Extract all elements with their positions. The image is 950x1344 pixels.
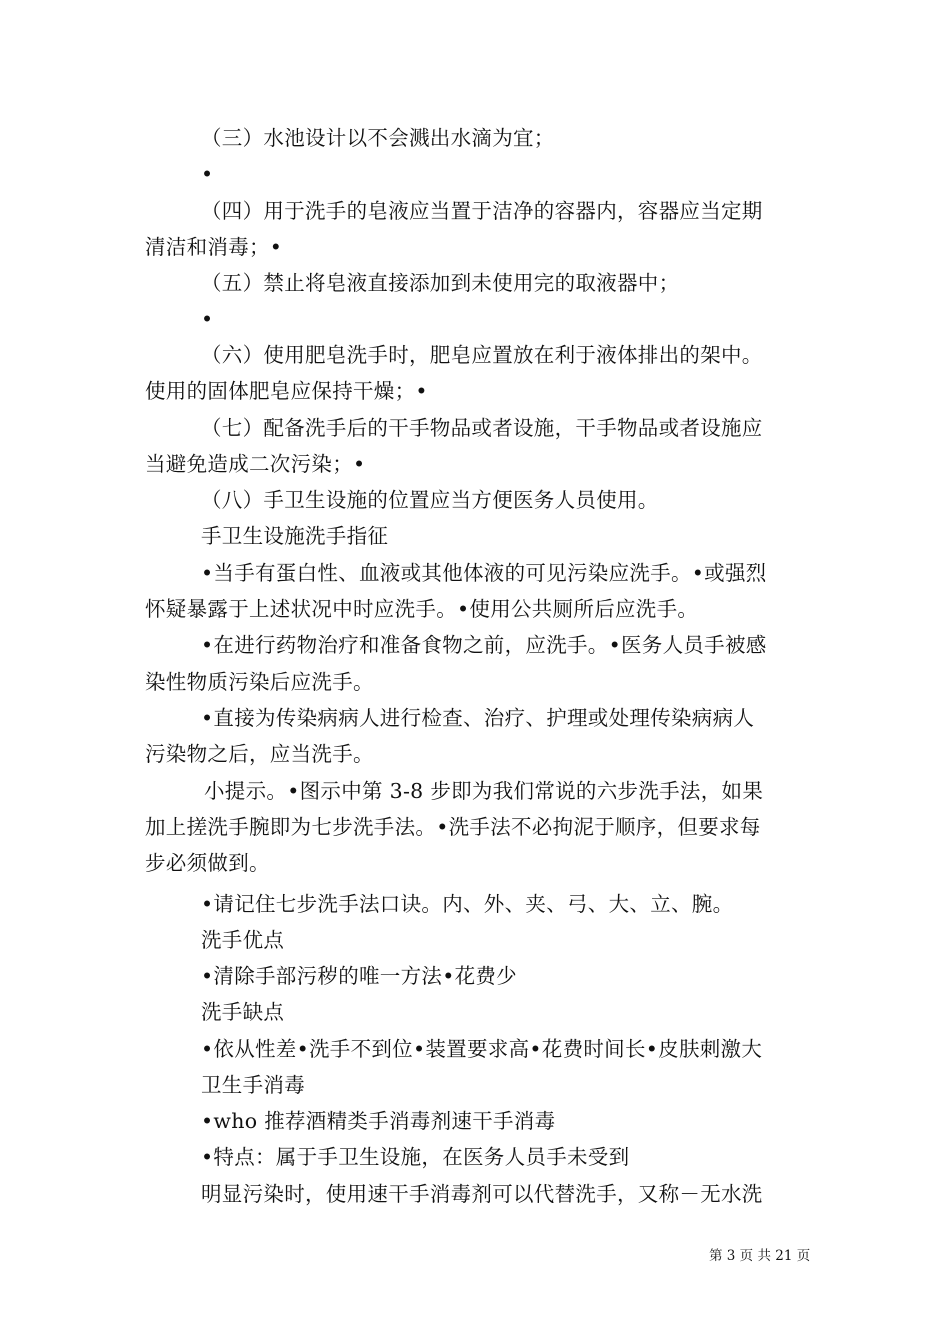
paragraph-line-3: （四）用于洗手的皂液应当置于洁净的容器内，容器应当定期 [201, 199, 763, 223]
paragraph-line-24: •清除手部污秽的唯一方法•花费少 [201, 964, 517, 988]
paragraph-line-11: （八）手卫生设施的位置应当方便医务人员使用。 [201, 488, 659, 512]
section-heading-indications: 手卫生设施洗手指征 [201, 524, 389, 548]
paragraph-line-8: 使用的固体肥皂应保持干燥；• [145, 379, 428, 403]
paragraph-line-17: •直接为传染病病人进行检查、治疗、护理或处理传染病病人 [201, 706, 755, 730]
paragraph-line-29: •特点：属于手卫生设施，在医务人员手未受到 [201, 1145, 630, 1169]
paragraph-line-13: •当手有蛋白性、血液或其他体液的可见污染应洗手。•或强烈 [201, 561, 767, 585]
paragraph-line-7: （六）使用肥皂洗手时，肥皂应置放在利于液体排出的架中。 [201, 343, 763, 367]
paragraph-line-1: （三）水池设计以不会溅出水滴为宜； [201, 126, 555, 150]
paragraph-line-10: 当避免造成二次污染；• [145, 452, 366, 476]
bullet-line-1: • [201, 162, 214, 186]
paragraph-line-16: 染性物质污染后应洗手。 [145, 670, 374, 694]
paragraph-line-19: 小提示。•图示中第 3-8 步即为我们常说的六步洗手法，如果 [204, 779, 764, 803]
bullet-line-2: • [201, 307, 214, 331]
paragraph-line-4: 清洁和消毒；• [145, 235, 283, 259]
page-number-footer: 第 3 页 共 21 页 [709, 1248, 811, 1264]
paragraph-line-18: 污染物之后，应当洗手。 [145, 742, 374, 766]
paragraph-line-21: 步必须做到。 [145, 851, 270, 875]
paragraph-line-26: •依从性差•洗手不到位•装置要求高•花费时间长•皮肤刺激大 [201, 1037, 763, 1061]
section-heading-hand-disinfection: 卫生手消毒 [201, 1073, 305, 1097]
paragraph-line-20: 加上搓洗手腕即为七步洗手法。•洗手法不必拘泥于顺序，但要求每 [145, 815, 761, 839]
section-heading-advantages: 洗手优点 [201, 928, 285, 952]
paragraph-line-5: （五）禁止将皂液直接添加到未使用完的取液器中； [201, 271, 680, 295]
paragraph-line-14: 怀疑暴露于上述状况中时应洗手。•使用公共厕所后应洗手。 [145, 597, 699, 621]
paragraph-line-15: •在进行药物治疗和准备食物之前，应洗手。•医务人员手被感 [201, 633, 767, 657]
section-heading-disadvantages: 洗手缺点 [201, 1000, 285, 1024]
paragraph-line-28: •who 推荐酒精类手消毒剂速干手消毒 [201, 1109, 556, 1133]
paragraph-line-9: （七）配备洗手后的干手物品或者设施，干手物品或者设施应 [201, 416, 763, 440]
paragraph-line-22: •请记住七步洗手法口诀。内、外、夹、弓、大、立、腕。 [201, 892, 734, 916]
paragraph-line-30: 明显污染时，使用速干手消毒剂可以代替洗手，又称－无水洗 [201, 1182, 763, 1206]
